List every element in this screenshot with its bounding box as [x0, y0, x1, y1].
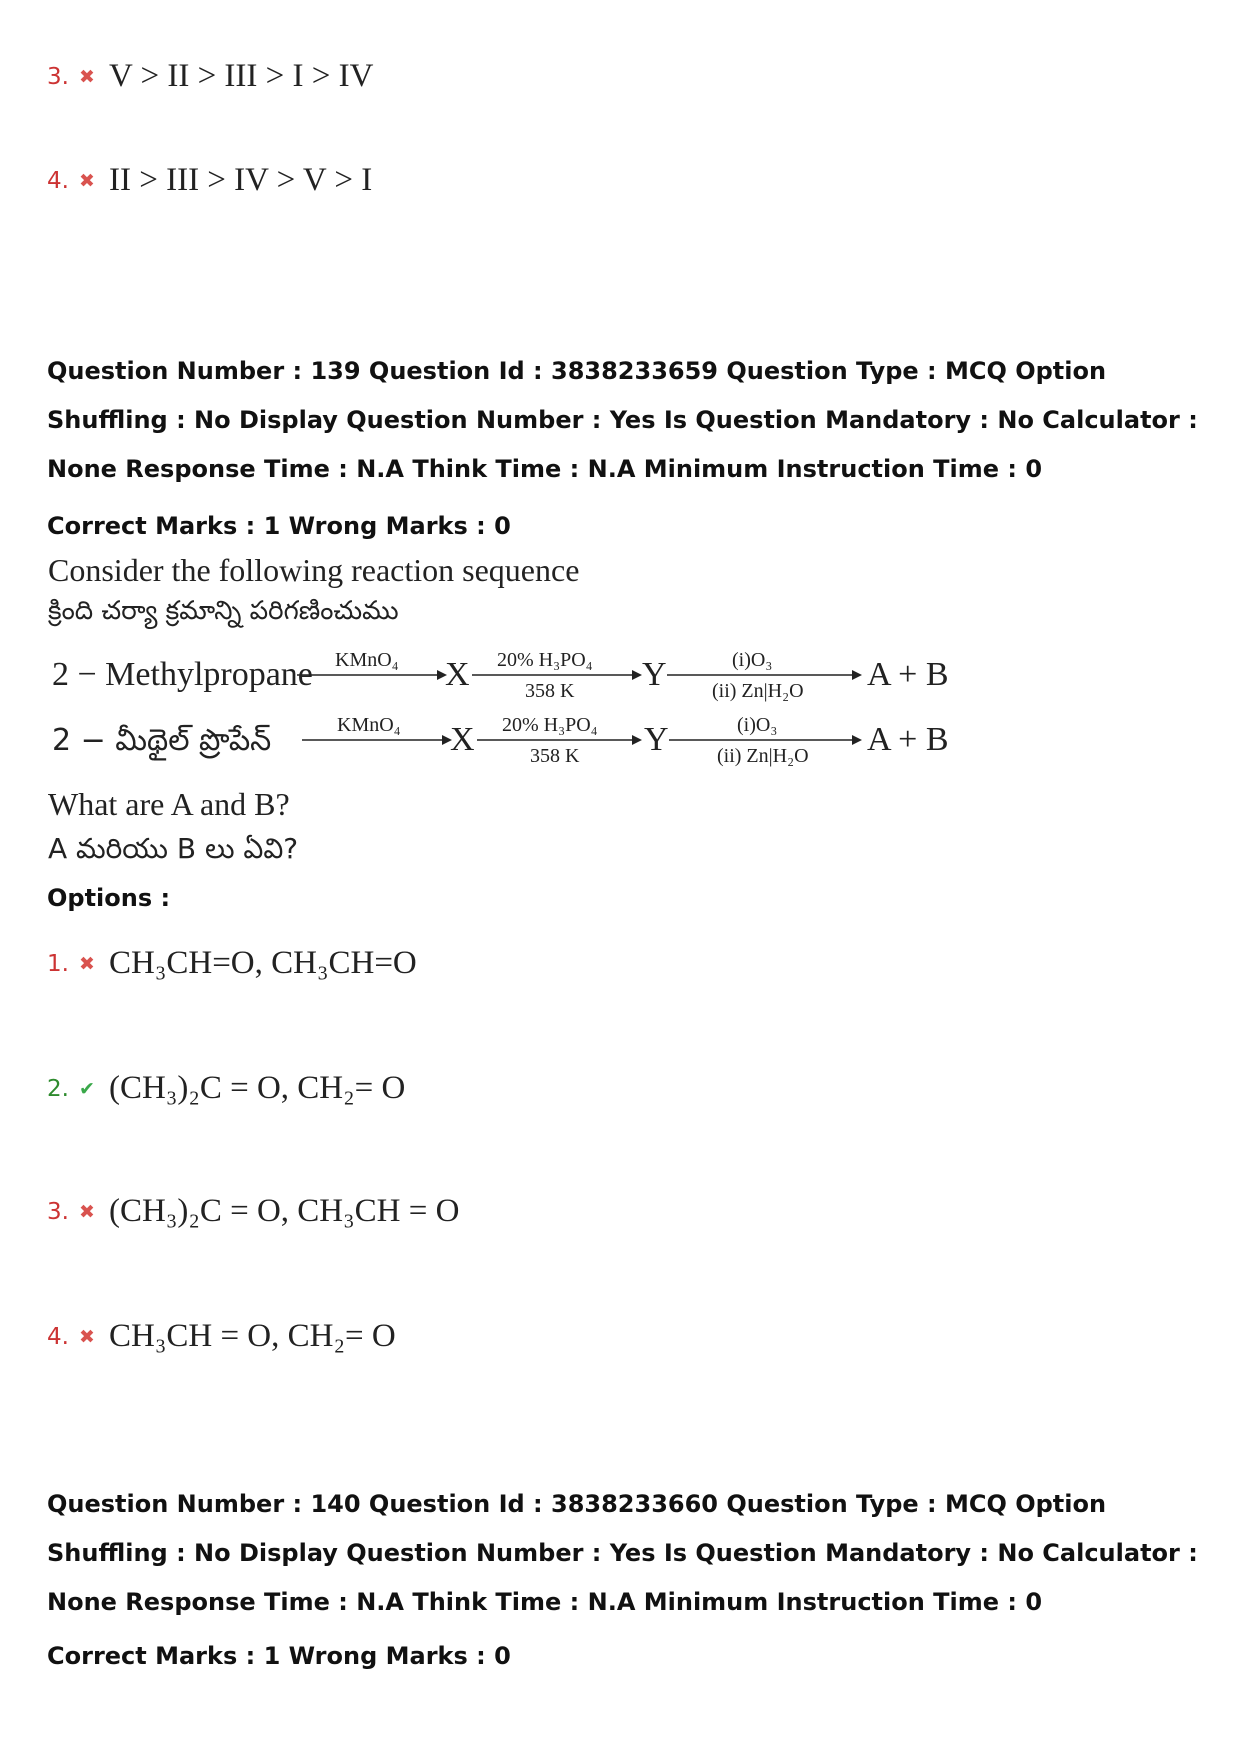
question-text-english: Consider the following reaction sequence [48, 552, 580, 588]
option-number: 4. [47, 167, 69, 194]
reaction-sequence-english [52, 640, 972, 710]
reagent-1: KMnO₄ [337, 714, 401, 736]
question-ask-english: What are A and B? [48, 786, 290, 822]
cross-icon: ✖ [79, 65, 95, 88]
option-1 [47, 945, 417, 982]
reactant-label: 2 − మీథైల్ ప్రొపేన్ [52, 723, 272, 758]
option-2 [47, 1070, 405, 1107]
option-text: II > III > IV > V > I [109, 162, 373, 198]
cross-icon: ✖ [79, 952, 95, 975]
option-number: 3. [47, 1198, 69, 1225]
reaction-sequence-telugu [52, 705, 972, 775]
intermediate-x: X [445, 656, 470, 693]
reagent-2-bottom: 358 K [525, 680, 575, 702]
option-text: V > II > III > I > IV [109, 58, 374, 94]
reagent-3-top: (i)O₃ [737, 714, 778, 736]
question-140-meta: Question Number : 140 Question Id : 3838233660 Question Type : MCQ Option Shuffling : No Display Question Number : Yes Is Question Mandatory : No Calculator : None Response Time : N.A Think Time : N.A Minimum Instruction Time : 0 [47, 1490, 1198, 1616]
prev-option-4 [47, 162, 372, 199]
reagent-1: KMnO₄ [335, 649, 399, 671]
arrowhead-2 [632, 735, 642, 745]
option-number: 1. [47, 950, 69, 977]
option-text: CH₃CH = O, CH₂= O [109, 1318, 396, 1354]
reagent-2-top: 20% H₃PO₄ [502, 714, 598, 736]
reagent-2-top: 20% H₃PO₄ [497, 649, 593, 671]
question-text-telugu: క్రింది చర్యా క్రమాన్ని పరిగణించుము [48, 596, 399, 626]
reagent-3-bottom: (ii) Zn|H₂O [712, 680, 804, 702]
intermediate-x: X [450, 721, 475, 758]
cross-icon: ✖ [79, 1200, 95, 1223]
option-number: 2. [47, 1075, 69, 1102]
option-text: (CH₃)₂C = O, CH₂= O [109, 1070, 406, 1106]
question-139-meta: Question Number : 139 Question Id : 3838233659 Question Type : MCQ Option Shuffling : No Display Question Number : Yes Is Question Mandatory : No Calculator : None Response Time : N.A Think Time : N.A Minimum Instruction Time : 0 [47, 357, 1198, 483]
options-label: Options : [47, 884, 171, 912]
arrowhead-3 [852, 670, 862, 680]
arrowhead-2 [632, 670, 642, 680]
question-ask-telugu: A మరియు B లు ఏవి? [48, 832, 299, 865]
arrowhead-3 [852, 735, 862, 745]
products: A + B [867, 656, 949, 693]
products: A + B [867, 721, 949, 758]
cross-icon: ✖ [79, 1325, 95, 1348]
option-4 [47, 1318, 396, 1355]
check-icon: ✔ [79, 1077, 95, 1100]
option-text: CH₃CH=O, CH₃CH=O [109, 945, 417, 981]
intermediate-y: Y [642, 656, 667, 693]
question-140-marks: Correct Marks : 1 Wrong Marks : 0 [47, 1642, 511, 1670]
option-text: (CH₃)₂C = O, CH₃CH = O [109, 1193, 460, 1229]
question-139-marks: Correct Marks : 1 Wrong Marks : 0 [47, 512, 511, 540]
reagent-3-bottom: (ii) Zn|H₂O [717, 745, 809, 767]
reagent-3-top: (i)O₃ [732, 649, 773, 671]
reactant-label: 2 − Methylpropane [52, 656, 313, 693]
reagent-2-bottom: 358 K [530, 745, 580, 767]
cross-icon: ✖ [79, 169, 95, 192]
option-3 [47, 1193, 459, 1230]
option-number: 4. [47, 1323, 69, 1350]
intermediate-y: Y [644, 721, 669, 758]
prev-option-3 [47, 58, 373, 95]
option-number: 3. [47, 63, 69, 90]
